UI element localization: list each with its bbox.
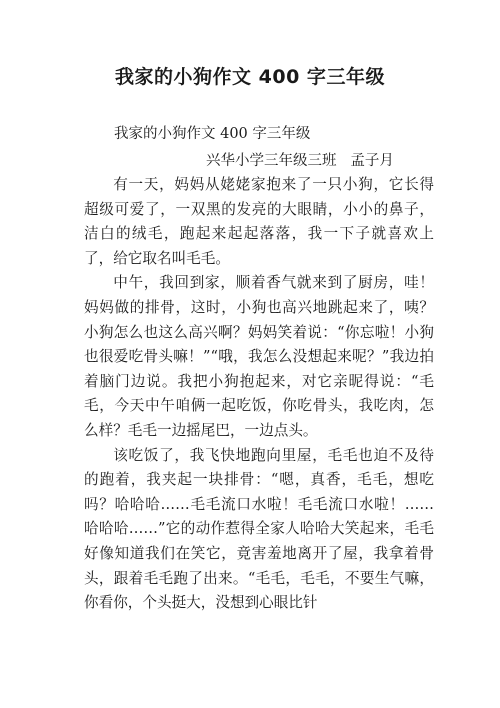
author-byline: 兴华小学三年级三班 孟子月 xyxy=(206,153,394,169)
paragraph-3: 该吃饭了，我飞快地跑向里屋，毛毛也迫不及待的跑着，我夹起一块排骨：“嗯，真香，毛毛，想吃吗？哈哈哈……毛毛流口水啦！毛毛流口水啦！……哈哈哈……”它的动作惹得全家人哈哈大笑起来，毛毛好像知道我们在笑它，竟害羞地离开了屋，我拿着骨头，跟着毛毛跑了出来。“毛毛，毛毛，不要生气嘛，你看你，个头挺大，没想到心眼比针 xyxy=(84,446,434,612)
paragraph-2: 中午，我回到家，顺着香气就来到了厨房，哇！妈妈做的排骨，这时，小狗也高兴地跳起来了，咦？小狗怎么也这么高兴啊？妈妈笑着说：“你忘啦！小狗也很爱吃骨头嘛！”“哦，我怎么没想起来呢？”我边拍着脑门边说。我把小狗抱起来，对它亲昵得说：“毛毛，今天中午咱俩一起吃饭，你吃骨头，我吃肉，怎么样？毛毛一边摇尾巴，一边点头。 xyxy=(84,274,434,439)
document-title: 我家的小狗作文 400 字三年级 xyxy=(115,66,385,88)
document-body xyxy=(84,173,434,616)
paragraph-1: 有一天，妈妈从姥姥家抱来了一只小狗，它长得超级可爱了，一双黑的发亮的大眼睛，小小的鼻子，洁白的绒毛，跑起来起起落落，我一下子就喜欢上了，给它取名叫毛毛。 xyxy=(84,176,434,267)
document-subtitle: 我家的小狗作文 400 字三年级 xyxy=(114,126,311,142)
